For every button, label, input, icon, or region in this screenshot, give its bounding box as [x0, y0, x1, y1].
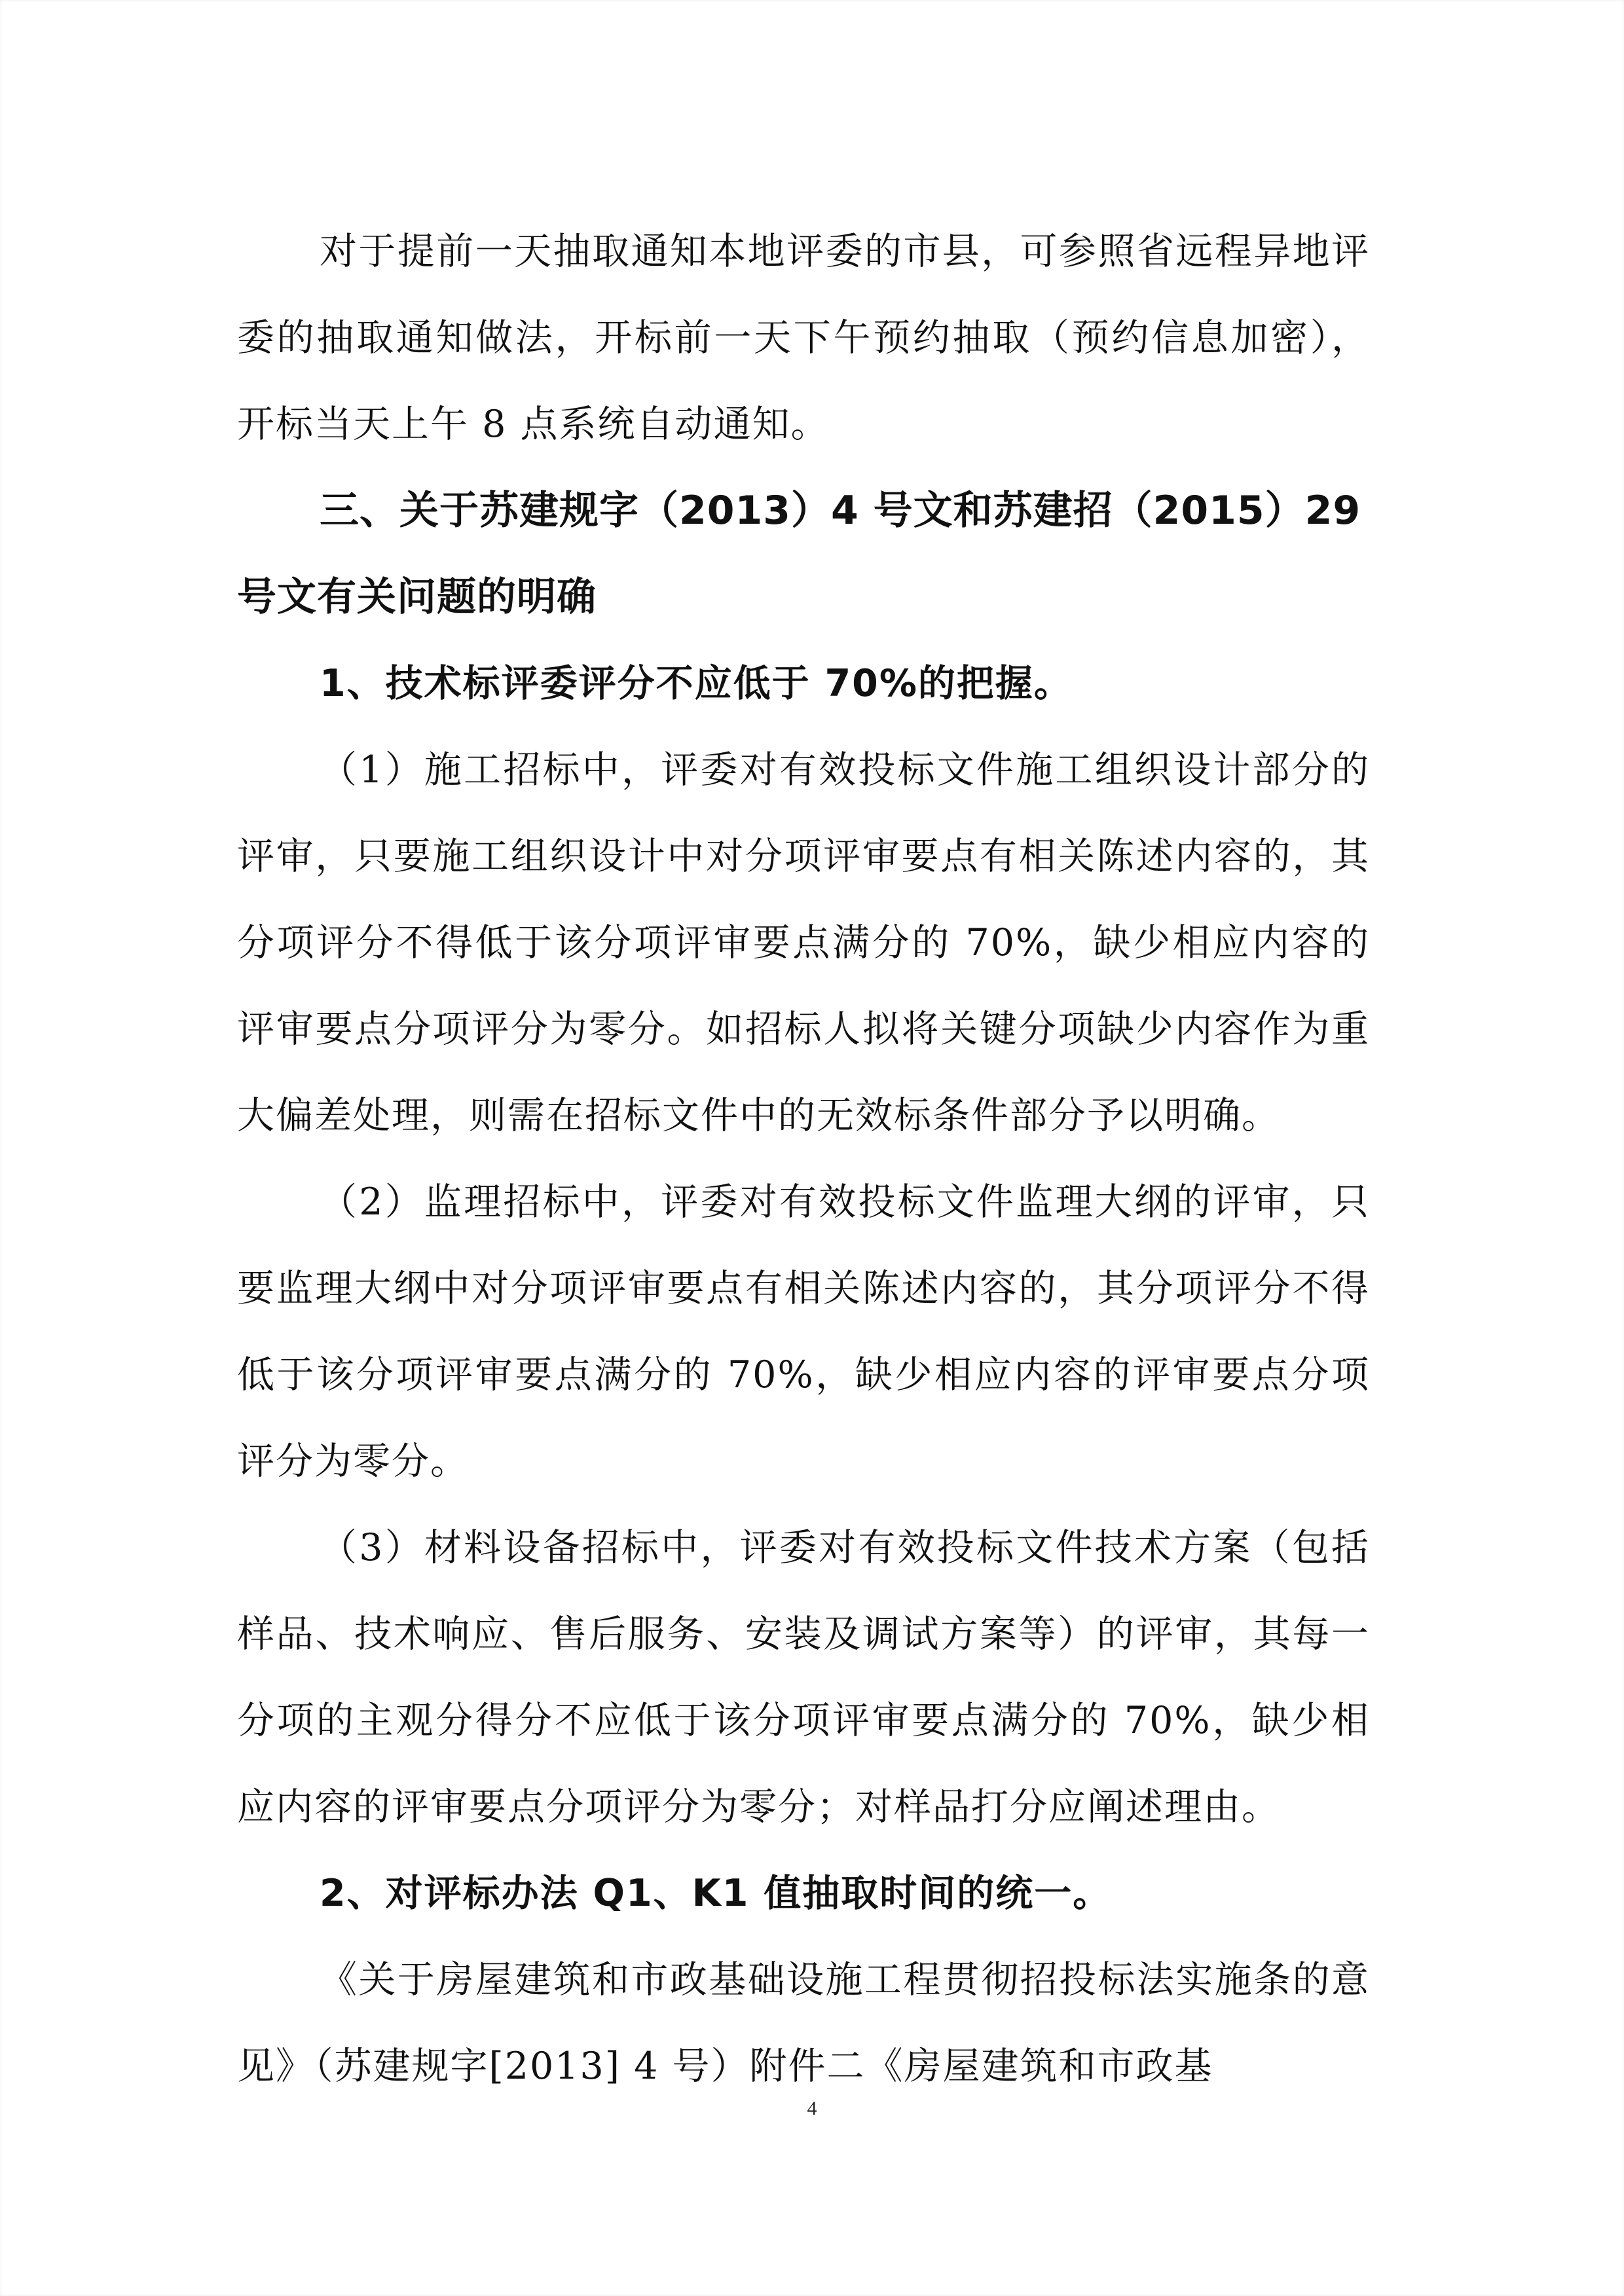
paragraph-supervision-bidding: （2）监理招标中，评委对有效投标文件监理大纲的评审，只要监理大纲中对分项评审要点有相关陈述内容的，其分项评分不得低于该分项评审要点满分的 70%，缺少相应内容的评审要点分项评分为零分。 [237, 1180, 1370, 1483]
section-heading-three: 三、关于苏建规字（2013）4 号文和苏建招（2015）29 号文有关问题的明确 [237, 488, 1361, 620]
subheading-q1-k1-timing: 2、对评标办法 Q1、K1 值抽取时间的统一。 [320, 1872, 1112, 1915]
paragraph-opinion-reference: 《关于房屋建筑和市政基础设施工程贯彻招投标法实施条的意见》（苏建规字[2013] 4 号）附件二《房屋建筑和市政基 [237, 1958, 1370, 2088]
paragraph-construction-bidding: （1）施工招标中，评委对有效投标文件施工组织设计部分的评审，只要施工组织设计中对分项评审要点有相关陈述内容的，其分项评分不得低于该分项评审要点满分的 70%，缺少相应内容的评审要点分项评分为零分。如招标人拟将关键分项缺少内容作为重大偏差处理，则需在招标文件中的无效标条件部分予以明确。 [237, 748, 1370, 1137]
paragraph-notification-method: 对于提前一天抽取通知本地评委的市县，可参照省远程异地评委的抽取通知做法，开标前一天下午预约抽取（预约信息加密），开标当天上午 8 点系统自动通知。 [237, 230, 1370, 446]
document-body [237, 208, 1370, 2109]
paragraph-materials-bidding: （3）材料设备招标中，评委对有效投标文件技术方案（包括样品、技术响应、售后服务、安装及调试方案等）的评审，其每一分项的主观分得分不应低于该分项评审要点满分的 70%，缺少相应内容的评审要点分项评分为零分；对样品打分应阐述理由。 [237, 1526, 1370, 1829]
page-number: 4 [807, 2098, 817, 2119]
subheading-technical-score: 1、技术标评委评分不应低于 70%的把握。 [320, 662, 1073, 705]
